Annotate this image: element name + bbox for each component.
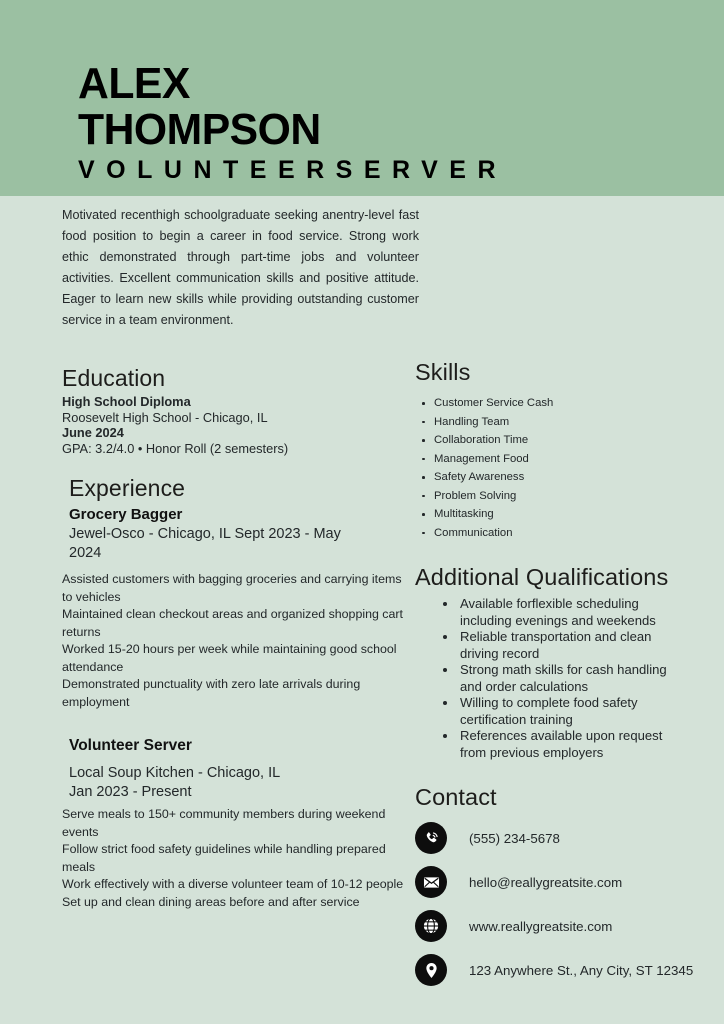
contact-row-email[interactable] — [415, 864, 695, 900]
qualification-item: Strong math skills for cash handling and order calculations — [440, 662, 675, 695]
last-name: THOMPSON — [78, 105, 321, 154]
job-bullet: Assisted customers with bagging groceries and carrying items to vehicles — [62, 572, 402, 604]
skills-list — [420, 394, 695, 542]
job-bullet: Work effectively with a diverse volunteer team of 10-12 people — [62, 877, 404, 892]
contact-row-website[interactable] — [415, 908, 695, 944]
experience-job-volunteer-server — [62, 736, 414, 911]
contact-email-value: hello@reallygreatsite.com — [469, 874, 623, 890]
contact-row-address[interactable] — [415, 952, 695, 988]
job-bullets — [62, 806, 407, 911]
skill-item: Handling Team — [420, 413, 695, 432]
education-date: June 2024 — [62, 425, 124, 441]
phone-icon — [415, 822, 447, 854]
education-entry — [62, 394, 414, 456]
skill-item: Safety Awareness — [420, 468, 695, 487]
skills-heading: Skills — [415, 359, 471, 385]
contact-heading: Contact — [415, 784, 497, 810]
website-icon — [415, 910, 447, 942]
education-school: Roosevelt High School - Chicago, IL — [62, 409, 268, 425]
job-bullet: Demonstrated punctuality with zero late arrivals during employment — [62, 677, 361, 709]
contact-phone-value: (555) 234-5678 — [469, 830, 560, 846]
left-column — [62, 364, 414, 911]
first-name: ALEX — [78, 59, 190, 108]
experience-section — [62, 474, 414, 911]
resume-header-band — [0, 0, 724, 196]
job-title: Volunteer Server — [69, 737, 192, 755]
job-bullets — [62, 571, 407, 711]
job-meta: Jewel-Osco - Chicago, IL Sept 2023 - May 2024 — [69, 526, 341, 562]
qualification-item: Reliable transportation and clean driving record — [440, 629, 675, 662]
skills-section — [415, 358, 695, 542]
job-bullet: Follow strict food safety guidelines while handling prepared meals — [62, 842, 386, 874]
additional-qualifications-heading: Additional Qualifications — [415, 564, 669, 590]
contact-section — [415, 783, 695, 988]
profile-summary: Motivated recenthigh schoolgraduate seeking anentry-level fast food position to begin a career in food service. Strong work ethic demonstrated through part-time jobs and volunteer activities. Excellent communication skills and positive attitude. Eager to learn new skills while providing outstanding customer service in a team environment. — [62, 208, 419, 327]
qualification-item: Available forflexible scheduling including evenings and weekends — [440, 596, 675, 629]
skill-item: Collaboration Time — [420, 431, 695, 450]
job-role-title: VOLUNTEERSERVER — [78, 156, 508, 184]
contact-row-phone[interactable] — [415, 820, 695, 856]
job-bullet: Worked 15-20 hours per week while maintaining good school attendance — [62, 642, 397, 674]
contact-website-value: www.reallygreatsite.com — [469, 918, 613, 934]
qualification-item: Willing to complete food safety certification training — [440, 695, 675, 728]
experience-heading: Experience — [69, 475, 186, 502]
right-column — [415, 358, 695, 996]
education-heading: Education — [62, 365, 166, 391]
job-meta-date: Jan 2023 - Present — [69, 784, 192, 801]
skill-item: Multitasking — [420, 505, 695, 524]
additional-qualifications-section — [415, 563, 695, 761]
job-title: Grocery Bagger — [69, 506, 183, 524]
contact-address-value: 123 Anywhere St., Any City, ST 12345 — [469, 962, 694, 978]
name-block — [78, 59, 508, 184]
additional-qualifications-list — [440, 596, 695, 761]
education-degree: High School Diploma — [62, 394, 191, 409]
skill-item: Management Food — [420, 450, 695, 469]
job-meta-org: Local Soup Kitchen - Chicago, IL — [69, 765, 281, 782]
location-icon — [415, 954, 447, 986]
job-bullet: Set up and clean dining areas before and after service — [62, 894, 360, 909]
job-bullet: Maintained clean checkout areas and organized shopping cart returns — [62, 607, 403, 639]
qualification-item: References available upon request from previous employers — [440, 728, 675, 761]
education-section — [62, 364, 414, 456]
education-honors: GPA: 3.2/4.0 • Honor Roll (2 semesters) — [62, 440, 289, 456]
skill-item: Communication — [420, 524, 695, 543]
experience-job-grocery-bagger — [62, 505, 414, 711]
job-bullet: Serve meals to 150+ community members during weekend events — [62, 807, 386, 839]
skill-item: Customer Service Cash — [420, 394, 695, 413]
contact-list — [415, 820, 695, 988]
skill-item: Problem Solving — [420, 487, 695, 506]
email-icon — [415, 866, 447, 898]
